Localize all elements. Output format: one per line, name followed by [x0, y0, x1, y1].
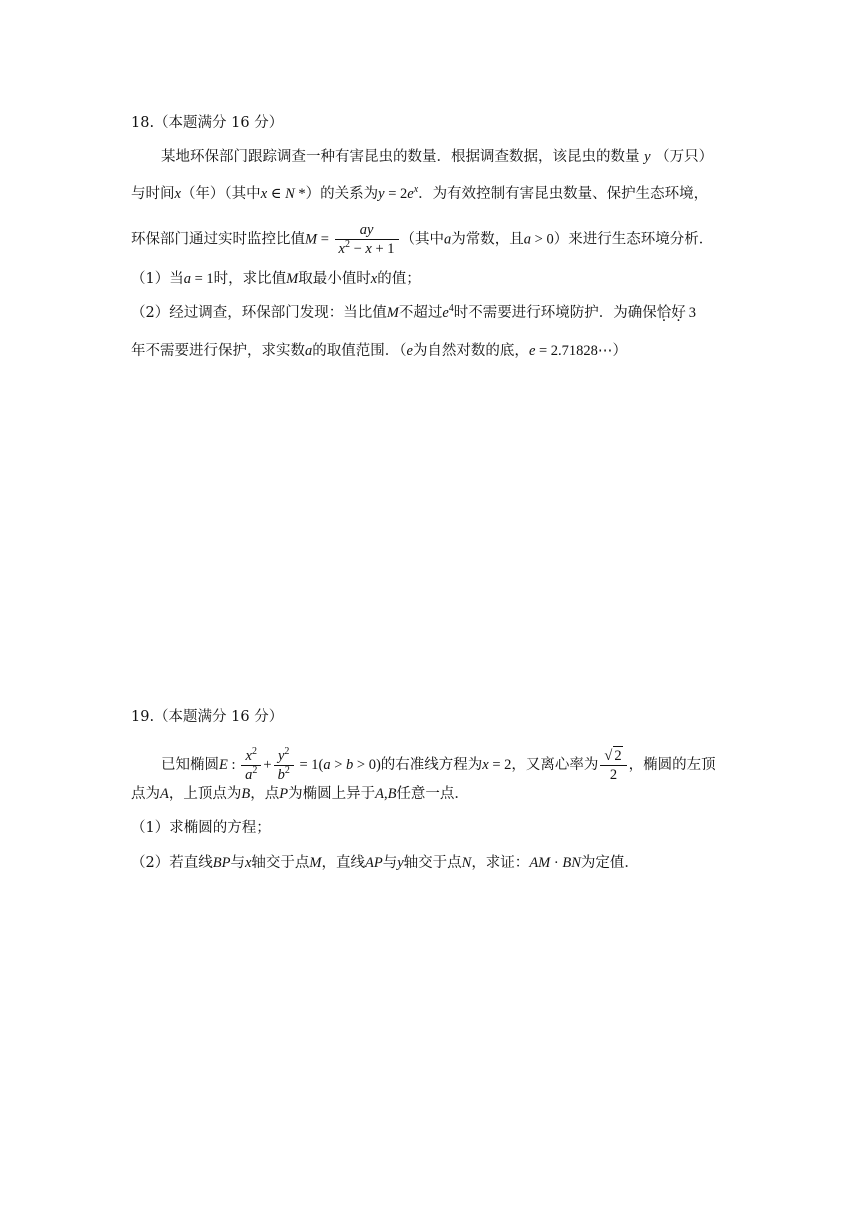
exponent: 2: [252, 764, 258, 776]
math-ellipse-equation: >: [330, 757, 347, 773]
exponent: 2: [284, 745, 290, 757]
math-AM-BN: AM: [529, 855, 551, 871]
exponent: 2: [284, 764, 290, 776]
text: 时，求比值: [213, 271, 287, 287]
text: ．为有效控制有害昆虫数量、保护生态环境，: [418, 186, 709, 202]
text: ，椭圆的左顶: [628, 757, 716, 773]
math-ellipse-equation: :: [227, 757, 240, 773]
text: （2）经过调查，环保部门发现：当比值: [131, 305, 387, 321]
math-ellipse-equation: b: [346, 757, 354, 773]
text: ，直线: [321, 855, 365, 871]
q18-part-2-continued: [131, 340, 627, 362]
math-fraction-x2-a2: [241, 747, 261, 784]
text: ）来进行生态环境分析．: [553, 231, 714, 248]
q19-part-1: （1）求椭圆的方程；: [131, 820, 271, 836]
math-fraction-y2-b2: [274, 747, 294, 784]
math-AM-BN: ·: [550, 855, 563, 871]
math-M: M: [386, 305, 399, 321]
math-M: M: [286, 271, 299, 287]
fraction-numerator: $y^2$: [274, 747, 294, 766]
text: 的值；: [377, 271, 421, 287]
math-op: + 1: [371, 241, 395, 257]
text: 的右准线方程为: [380, 757, 483, 773]
text: 取最小值时: [298, 271, 371, 287]
math-N: N: [461, 855, 472, 871]
math-x: x: [365, 241, 372, 257]
math-y: y: [397, 855, 404, 871]
math-A-B: A: [375, 786, 384, 802]
math-AM-BN: BN: [562, 855, 581, 871]
text: 3: [688, 305, 697, 321]
math-AP: AP: [364, 855, 383, 871]
exponent: 2: [344, 239, 350, 250]
math-x: x: [338, 241, 345, 257]
text: 轴交于点: [251, 855, 310, 871]
q19-paragraph-line-2: [131, 783, 469, 805]
math-M: M: [305, 231, 318, 248]
fraction-denominator: $b^2$: [277, 764, 290, 783]
text: 轴交于点: [403, 855, 462, 871]
math-op: +: [263, 757, 272, 773]
text: 与: [382, 855, 398, 871]
math-x: x: [244, 855, 252, 871]
q18-paragraph-line-1: [161, 146, 713, 168]
text: （2）若直线: [131, 855, 213, 871]
text: （万只）: [655, 149, 714, 165]
math-x-in-n: N: [285, 186, 295, 202]
text: 任意一点．: [396, 786, 469, 802]
math-A-B: B: [387, 786, 397, 802]
math-y-eq-2ex: y: [378, 186, 385, 202]
math-a: a: [305, 343, 313, 359]
text: ）: [612, 343, 627, 359]
math-x-in-n: ∈: [267, 186, 286, 202]
math-e4: $e^4$: [442, 303, 454, 321]
q18-paragraph-line-3: [131, 221, 713, 258]
math-a-eq-1: = 1: [190, 271, 214, 287]
text: 环保部门通过实时监控比值: [131, 231, 305, 248]
math-a-gt-0: a: [523, 231, 532, 248]
math-e-value: = 2.71828⋯: [535, 343, 613, 359]
text: 已知椭圆: [161, 757, 219, 773]
text: ，上顶点为: [168, 786, 242, 802]
text: 为定值．: [580, 855, 639, 871]
text: ）的关系为: [305, 186, 379, 202]
q18-heading: 18.（本题满分 16 分）: [131, 115, 284, 131]
text: 为自然对数的底，: [412, 343, 529, 359]
math-e: e: [406, 343, 413, 359]
emphasis-dot-char: 恰: [656, 305, 672, 321]
math-B: B: [241, 786, 251, 802]
math-x-eq-2: x: [482, 757, 489, 773]
fraction-denominator: $a^2$: [245, 764, 258, 783]
exponent: 4: [448, 303, 454, 314]
text: （其中: [400, 231, 445, 248]
q18-part-1: [131, 268, 421, 290]
math-fraction-ay: [335, 221, 399, 258]
math-op: −: [349, 241, 366, 257]
text: ，又离心率为: [511, 757, 599, 773]
text: 为椭圆上异于: [288, 786, 376, 802]
math-x-in-n: *: [294, 186, 306, 202]
text: 时不需要进行环境防护．为确保: [453, 305, 657, 321]
math-y-eq-2ex: = 2: [384, 186, 408, 202]
math-ellipse-equation: = 1(: [295, 757, 324, 773]
math-ellipse-equation: E: [219, 757, 228, 773]
text: 年不需要进行保护，求实数: [131, 343, 305, 359]
text: 与: [230, 855, 245, 871]
math-e-value: e: [528, 343, 536, 359]
math-x: x: [174, 186, 181, 202]
fraction-numerator: $x^2$: [241, 747, 261, 766]
text: 不超过: [398, 305, 443, 321]
math-M: =: [317, 231, 333, 248]
text: ，点: [250, 786, 280, 802]
math-x: x: [370, 271, 378, 287]
q18-part-2: [131, 302, 696, 324]
math-a-eq-1: a: [183, 271, 191, 287]
text: 点为: [131, 786, 160, 802]
math-a: a: [444, 231, 452, 248]
exponent: 2: [251, 745, 257, 757]
math-fraction-sqrt2-2: [600, 746, 626, 784]
sqrt-radicand: 2: [614, 748, 622, 764]
math-A-B: ,: [383, 786, 388, 802]
emphasis-dot-char: 好: [671, 305, 686, 321]
fraction-numerator: √ 2: [600, 746, 626, 766]
text: （1）当: [131, 271, 184, 287]
math-y-eq-2ex: $e^x$: [407, 184, 419, 202]
q19-part-2: [131, 852, 639, 874]
text: 为常数，且: [451, 231, 524, 248]
math-A: A: [160, 786, 169, 802]
math-x-eq-2: = 2: [488, 757, 512, 773]
text: ，求证：: [471, 855, 530, 871]
text: 某地环保部门跟踪调查一种有害昆虫的数量．根据调查数据，该昆虫的数量: [161, 149, 640, 165]
fraction-denominator: 2: [609, 767, 618, 783]
math-ellipse-equation: a: [323, 757, 331, 773]
math-y: y: [644, 149, 651, 165]
text: （年）（其中: [180, 186, 261, 202]
q18-paragraph-line-2: [131, 183, 708, 205]
math-ellipse-equation: > 0): [353, 757, 381, 773]
fraction-numerator: ay: [335, 221, 399, 240]
text: 的取值范围．（: [312, 343, 407, 359]
text: 与时间: [131, 186, 175, 202]
math-M: M: [309, 855, 322, 871]
fraction-denominator: [335, 240, 399, 258]
math-a-gt-0: > 0: [531, 231, 554, 248]
math-P: P: [279, 786, 289, 802]
math-x-in-n: x: [260, 186, 268, 202]
q19-paragraph-line-1: [161, 746, 716, 784]
q19-heading: 19.（本题满分 16 分）: [131, 709, 284, 725]
math-BP: BP: [212, 855, 231, 871]
